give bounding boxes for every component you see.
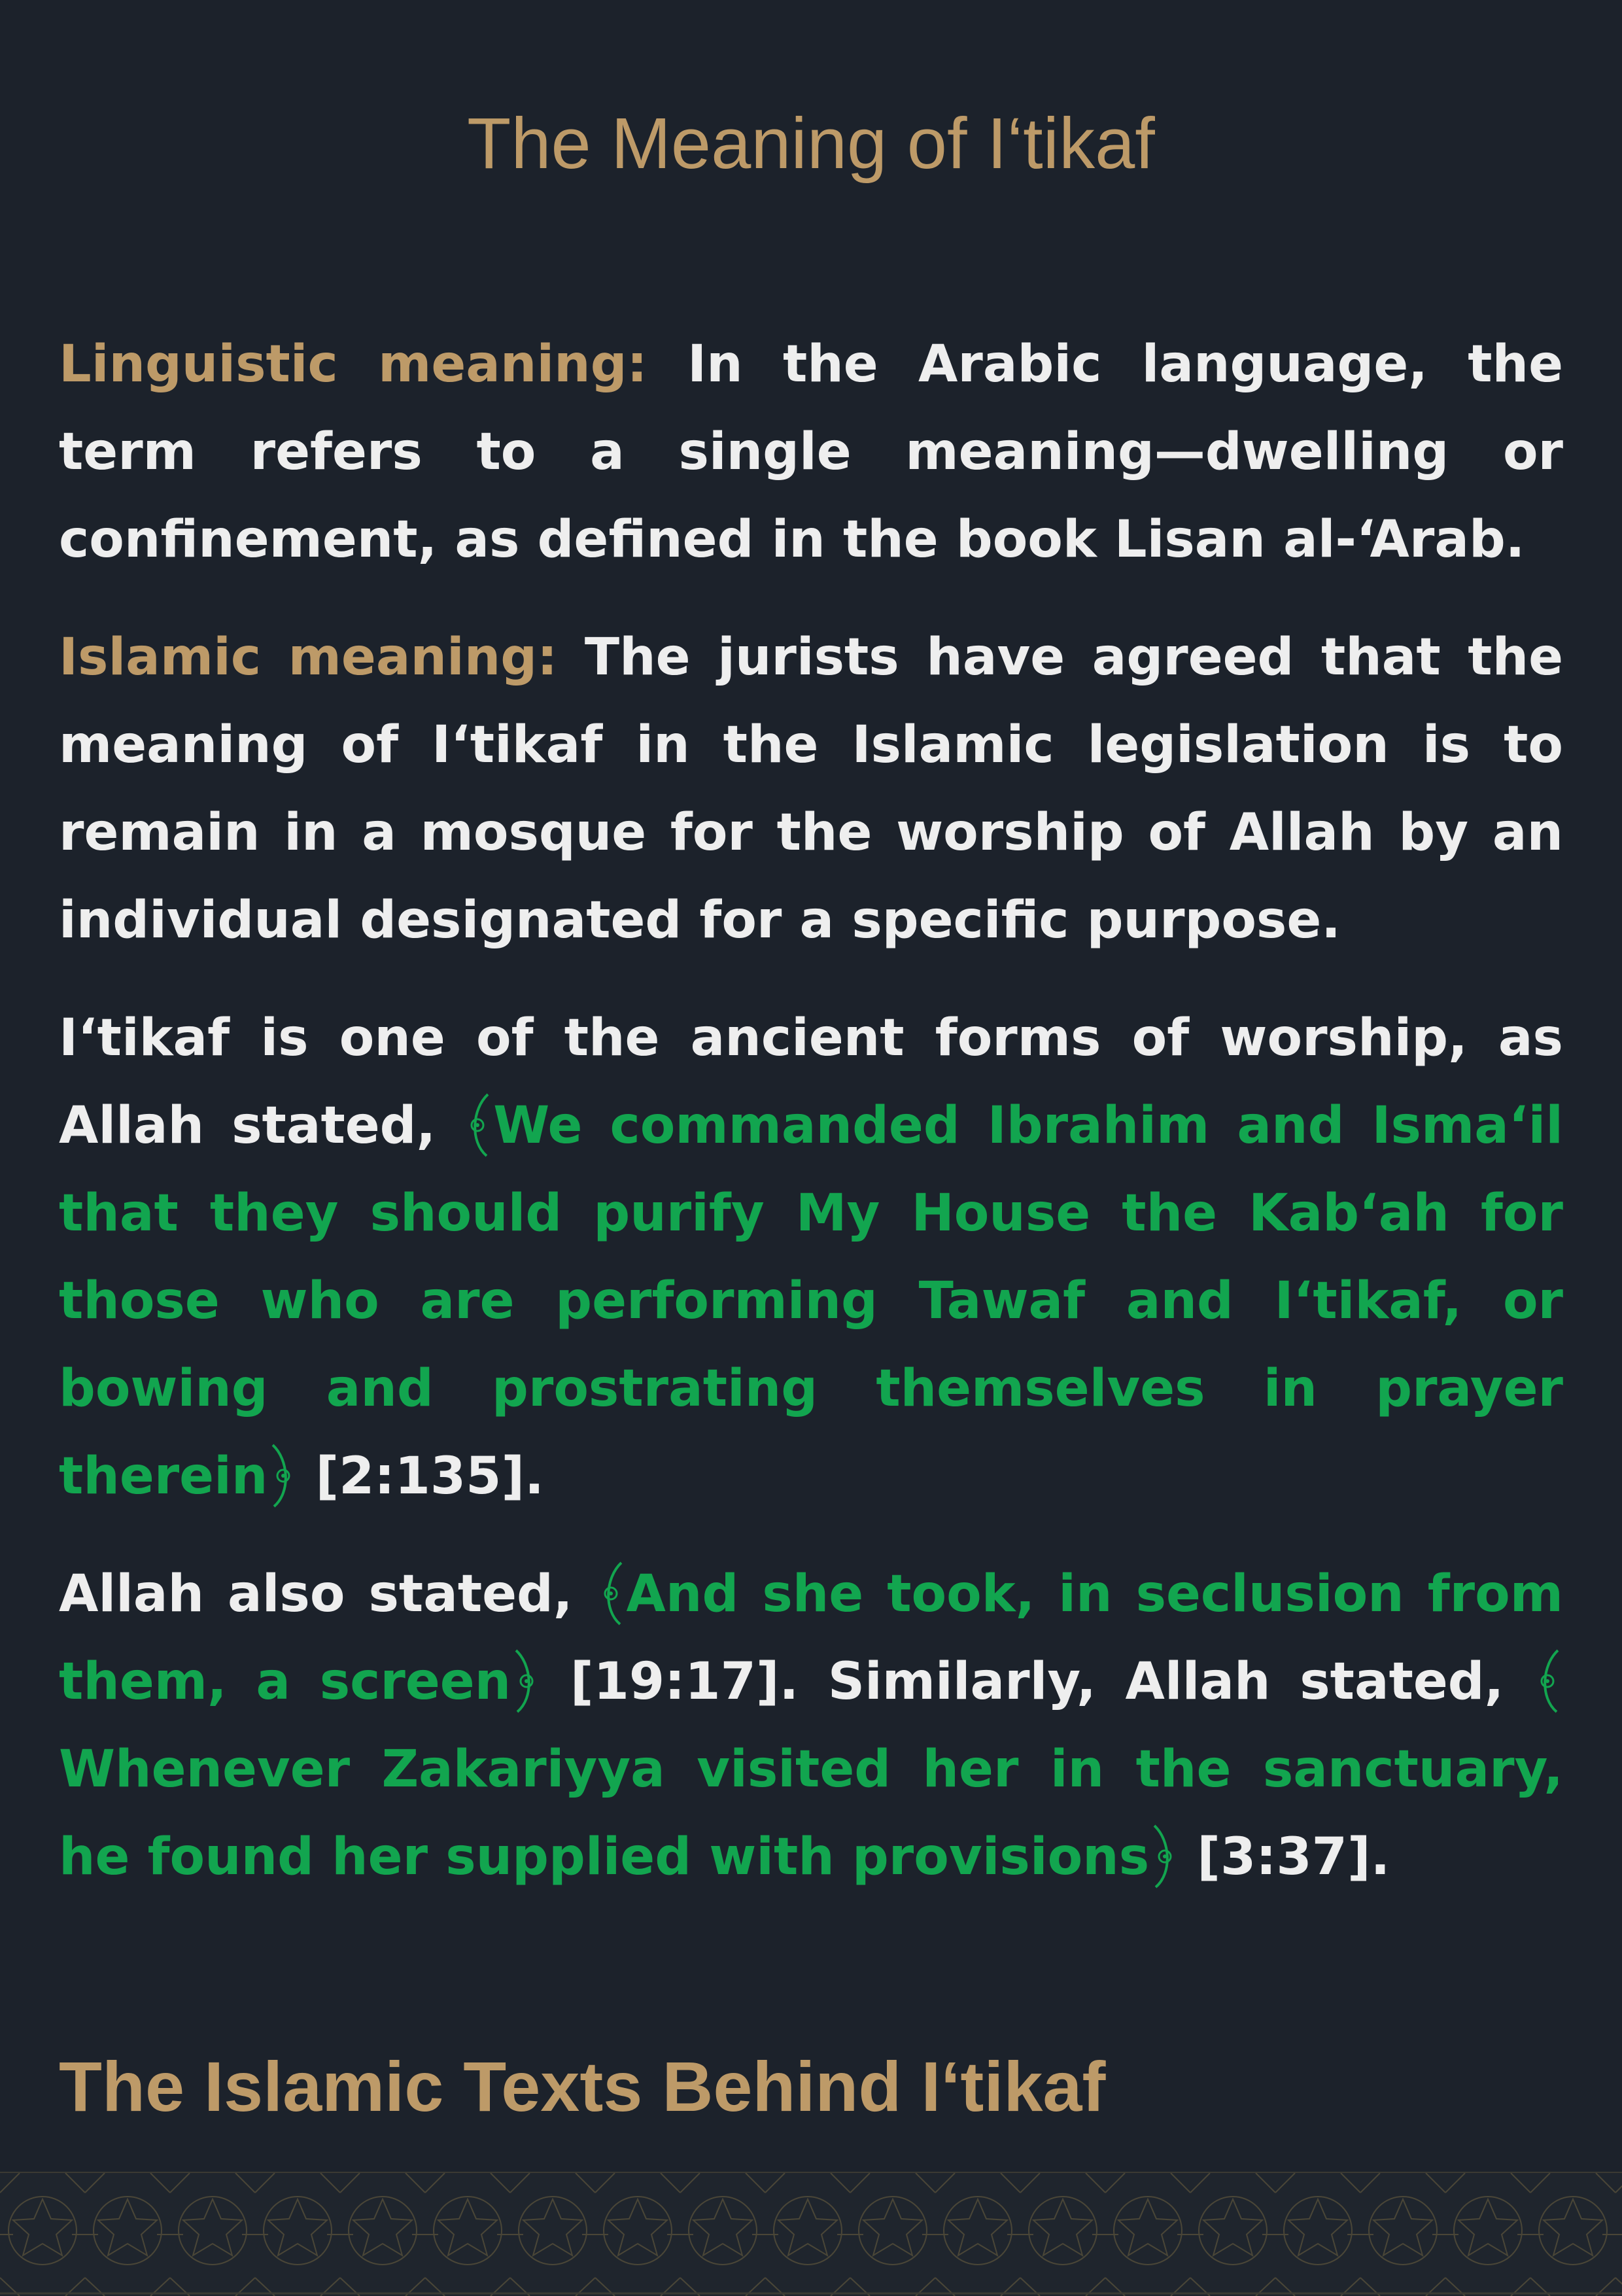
verse-3-37: Whenever Zakariyya visited her in the sanctuary, he found her supplied with provisions bbox=[59, 1740, 1563, 1887]
paragraph-ancient-worship bbox=[59, 994, 1563, 1520]
paragraph-also-stated bbox=[59, 1550, 1563, 1901]
verse-19-17: And she took, in seclusion from them, a screen bbox=[59, 1565, 1563, 1711]
document-body bbox=[59, 321, 1563, 1901]
islamic-meaning-text: The jurists have agreed that the meaning of I‘tikaf in the Islamic legislation is to remain in a mosque for the worship of Allah by an individual designated for a specific purpose. bbox=[59, 628, 1563, 950]
ornate-close-bracket-icon bbox=[1149, 1820, 1179, 1892]
ornate-open-bracket-icon bbox=[1533, 1645, 1563, 1717]
reference-3-37: [3:37]. bbox=[1179, 1828, 1390, 1887]
page-title: The Meaning of I‘tikaf bbox=[467, 103, 1155, 184]
islamic-meaning-label: Islamic meaning: bbox=[59, 628, 558, 687]
linguistic-meaning-label: Linguistic meaning: bbox=[59, 335, 647, 394]
footer-pattern-band bbox=[0, 2172, 1622, 2296]
paragraph-linguistic-meaning bbox=[59, 321, 1563, 583]
ornate-close-bracket-icon bbox=[267, 1440, 298, 1512]
reference-2-135: [2:135]. bbox=[298, 1447, 544, 1506]
section-heading: The Islamic Texts Behind I‘tikaf bbox=[59, 2047, 1106, 2126]
geometric-star-pattern-icon bbox=[0, 2173, 1622, 2296]
ornate-open-bracket-icon bbox=[596, 1557, 627, 1629]
verse-2-135: We commanded Ibrahim and Isma‘il that they should purify My House the Kab‘ah for those who are performing Tawaf and I‘tikaf, or bowing and prostrating themselves in prayer therein bbox=[59, 1096, 1563, 1506]
ornate-close-bracket-icon bbox=[511, 1645, 541, 1717]
paragraph-islamic-meaning bbox=[59, 614, 1563, 964]
ancient-worship-intro: I‘tikaf is one of the ancient forms of worship, as Allah stated, bbox=[59, 1009, 1563, 1155]
linguistic-meaning-text: In the Arabic language, the term refers to a single meaning—dwelling or confinement, as defined in the book Lisan al-‘Arab. bbox=[59, 335, 1563, 569]
reference-19-17: [19:17]. Similarly, Allah stated, bbox=[541, 1652, 1533, 1711]
ornate-open-bracket-icon bbox=[463, 1089, 493, 1161]
also-stated-intro: Allah also stated, bbox=[59, 1565, 596, 1624]
